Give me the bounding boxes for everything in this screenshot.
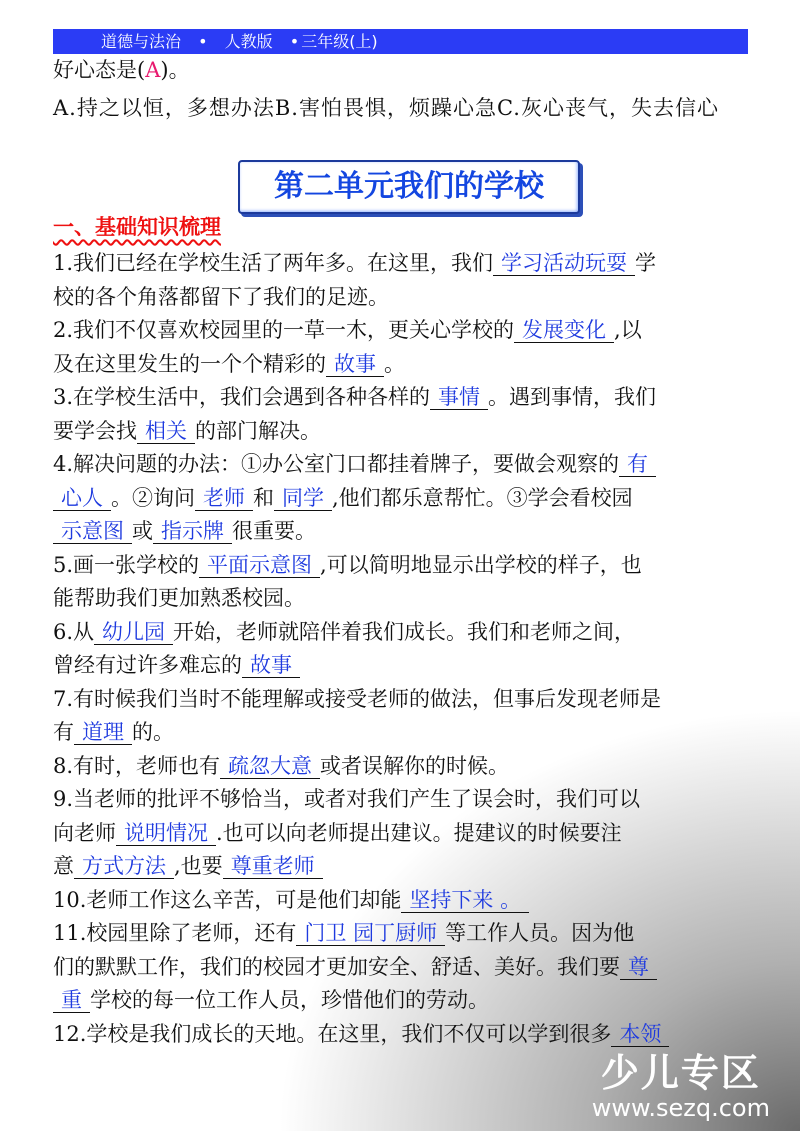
text-line — [53, 483, 633, 513]
text-line — [53, 650, 300, 680]
line-text: 5.画一张学校的 — [53, 552, 200, 577]
text-line — [53, 449, 656, 479]
text-line — [53, 684, 661, 714]
fill-in-answer: 同学 — [274, 486, 332, 511]
text-line — [53, 885, 529, 915]
fill-in-answer: 坚持下来 。 — [401, 888, 529, 913]
line-text: 意 — [53, 854, 74, 878]
fill-in-answer: 平面示意图 — [199, 553, 320, 578]
line-text: 或者误解你的时候。 — [320, 753, 510, 778]
fill-in-answer: 道理 — [74, 720, 132, 745]
line-text: 的部门解决。 — [195, 418, 321, 443]
section-title: 一、基础知识梳理 — [53, 215, 221, 239]
line-text: 11.校园里除了老师，还有 — [53, 921, 297, 945]
header-separator: • — [289, 32, 300, 51]
text-line — [53, 1019, 669, 1049]
stem-text: 好心态是( — [53, 58, 146, 82]
text-line — [53, 416, 321, 446]
fill-in-answer: 门卫 园丁厨师 — [296, 921, 445, 946]
text-line — [53, 751, 509, 781]
fill-in-answer: 本领 — [611, 1022, 669, 1047]
fill-in-answer: 发展变化 — [514, 318, 614, 343]
fill-in-answer: 心人 — [53, 486, 111, 511]
text-line — [53, 516, 316, 546]
header-separator: • — [198, 32, 208, 51]
line-text: ,以 — [614, 318, 642, 342]
watermark — [592, 1052, 770, 1122]
fill-in-answer: 示意图 — [53, 519, 132, 544]
line-text: 10.老师工作这么辛苦，可是他们却能 — [53, 887, 402, 912]
line-text: 和 — [253, 485, 274, 510]
fill-in-answer: 幼儿园 — [94, 620, 173, 645]
prev-question-stem — [53, 55, 190, 85]
text-line — [53, 315, 642, 345]
fill-in-answer: 故事 — [242, 653, 300, 678]
fill-in-answer: 说明情况 — [116, 821, 216, 846]
line-text: 曾经有过许多难忘的 — [53, 653, 242, 677]
text-line — [53, 282, 389, 312]
fill-in-answer: 指示牌 — [153, 519, 232, 544]
text-line — [53, 717, 174, 747]
header-subject: 道德与法治 — [101, 32, 182, 51]
line-text: 6.从 — [53, 619, 95, 644]
page-header-bar — [53, 29, 748, 54]
text-line — [53, 617, 635, 647]
fill-in-answer: 学习活动玩耍 — [493, 251, 635, 276]
line-text: 。遇到事情，我们 — [488, 385, 657, 409]
line-text: 3.在学校生活中，我们会遇到各种各样的 — [53, 385, 431, 409]
text-line — [53, 349, 405, 379]
text-line — [53, 952, 657, 982]
fill-in-answer: 尊重老师 — [223, 854, 323, 879]
line-text: ,也要 — [174, 854, 223, 878]
line-text: .也可以向老师提出建议。提建议的时候要注 — [216, 820, 622, 845]
line-text: 2.我们不仅喜欢校园里的一草一木，更关心学校的 — [53, 318, 515, 342]
line-text: 的。 — [132, 720, 174, 744]
line-text: 向老师 — [53, 820, 116, 845]
line-text: 等工作人员。因为他 — [445, 921, 635, 945]
line-text: 1.我们已经在学校生活了两年多。在这里，我们 — [53, 251, 494, 275]
line-text: 。②询问 — [111, 485, 195, 510]
fill-in-answer: 相关 — [137, 419, 195, 444]
fill-in-answer: 疏忽大意 — [220, 754, 320, 779]
text-line — [53, 918, 634, 948]
fill-in-answer: 事情 — [430, 385, 488, 410]
answer: A — [145, 58, 161, 82]
header-edition: 人教版 — [224, 32, 273, 51]
line-text: 7.有时候我们当时不能理解或接受老师的做法，但事后发现老师是 — [53, 686, 662, 711]
text-line — [53, 818, 622, 848]
line-text: 能帮助我们更加熟悉校园。 — [53, 586, 305, 610]
line-text: 8.有时，老师也有 — [53, 753, 221, 778]
line-text: 及在这里发生的一个个精彩的 — [53, 351, 326, 376]
line-text: 有 — [53, 720, 74, 744]
fill-in-answer: 故事 — [326, 352, 384, 377]
line-text: 12.学校是我们成长的天地。在这里，我们不仅可以学到很多 — [53, 1021, 612, 1046]
text-line — [53, 550, 642, 580]
fill-in-answer: 老师 — [195, 486, 253, 511]
line-text: 们的默默工作，我们的校园才更加安全、舒适、美好。我们要 — [53, 954, 620, 979]
line-text: 要学会找 — [53, 418, 137, 443]
line-text: 。 — [384, 351, 405, 376]
fill-in-answer: 尊 — [620, 955, 657, 980]
text-line — [53, 851, 323, 881]
line-text: ,可以简明地显示出学校的样子，也 — [320, 552, 642, 577]
line-text: 学 — [635, 251, 657, 275]
text-line — [53, 583, 305, 613]
text-line — [53, 248, 656, 278]
text-line — [53, 985, 489, 1015]
line-text: 很重要。 — [232, 519, 316, 543]
stem-text: )。 — [160, 58, 190, 82]
fill-in-answer: 有 — [619, 452, 656, 477]
unit-title: 第二单元我们的学校 — [238, 160, 580, 214]
text-line — [53, 382, 656, 412]
line-text: 校的各个角落都留下了我们的足迹。 — [53, 284, 389, 309]
line-text: 开始，老师就陪伴着我们成长。我们和老师之间， — [173, 619, 636, 644]
line-text: 或 — [132, 519, 153, 543]
header-grade: 三年级(上) — [301, 32, 378, 51]
fill-in-answer: 重 — [53, 988, 90, 1013]
fill-in-answer: 方式方法 — [74, 854, 174, 879]
line-text: ,他们都乐意帮忙。③学会看校园 — [332, 485, 633, 510]
prev-question-options: A.持之以恒，多想办法B.害怕畏惧，烦躁心急C.灰心丧气，失去信心 — [53, 96, 719, 120]
watermark-url: www.sezq.com — [591, 1094, 770, 1122]
text-line — [53, 784, 640, 814]
line-text: 9.当老师的批评不够恰当，或者对我们产生了误会时，我们可以 — [53, 787, 641, 811]
line-text: 4.解决问题的办法：①办公室门口都挂着牌子，要做会观察的 — [53, 452, 620, 476]
watermark-name: 少儿专区 — [600, 1051, 761, 1095]
line-text: 学校的每一位工作人员，珍惜他们的劳动。 — [90, 988, 489, 1012]
